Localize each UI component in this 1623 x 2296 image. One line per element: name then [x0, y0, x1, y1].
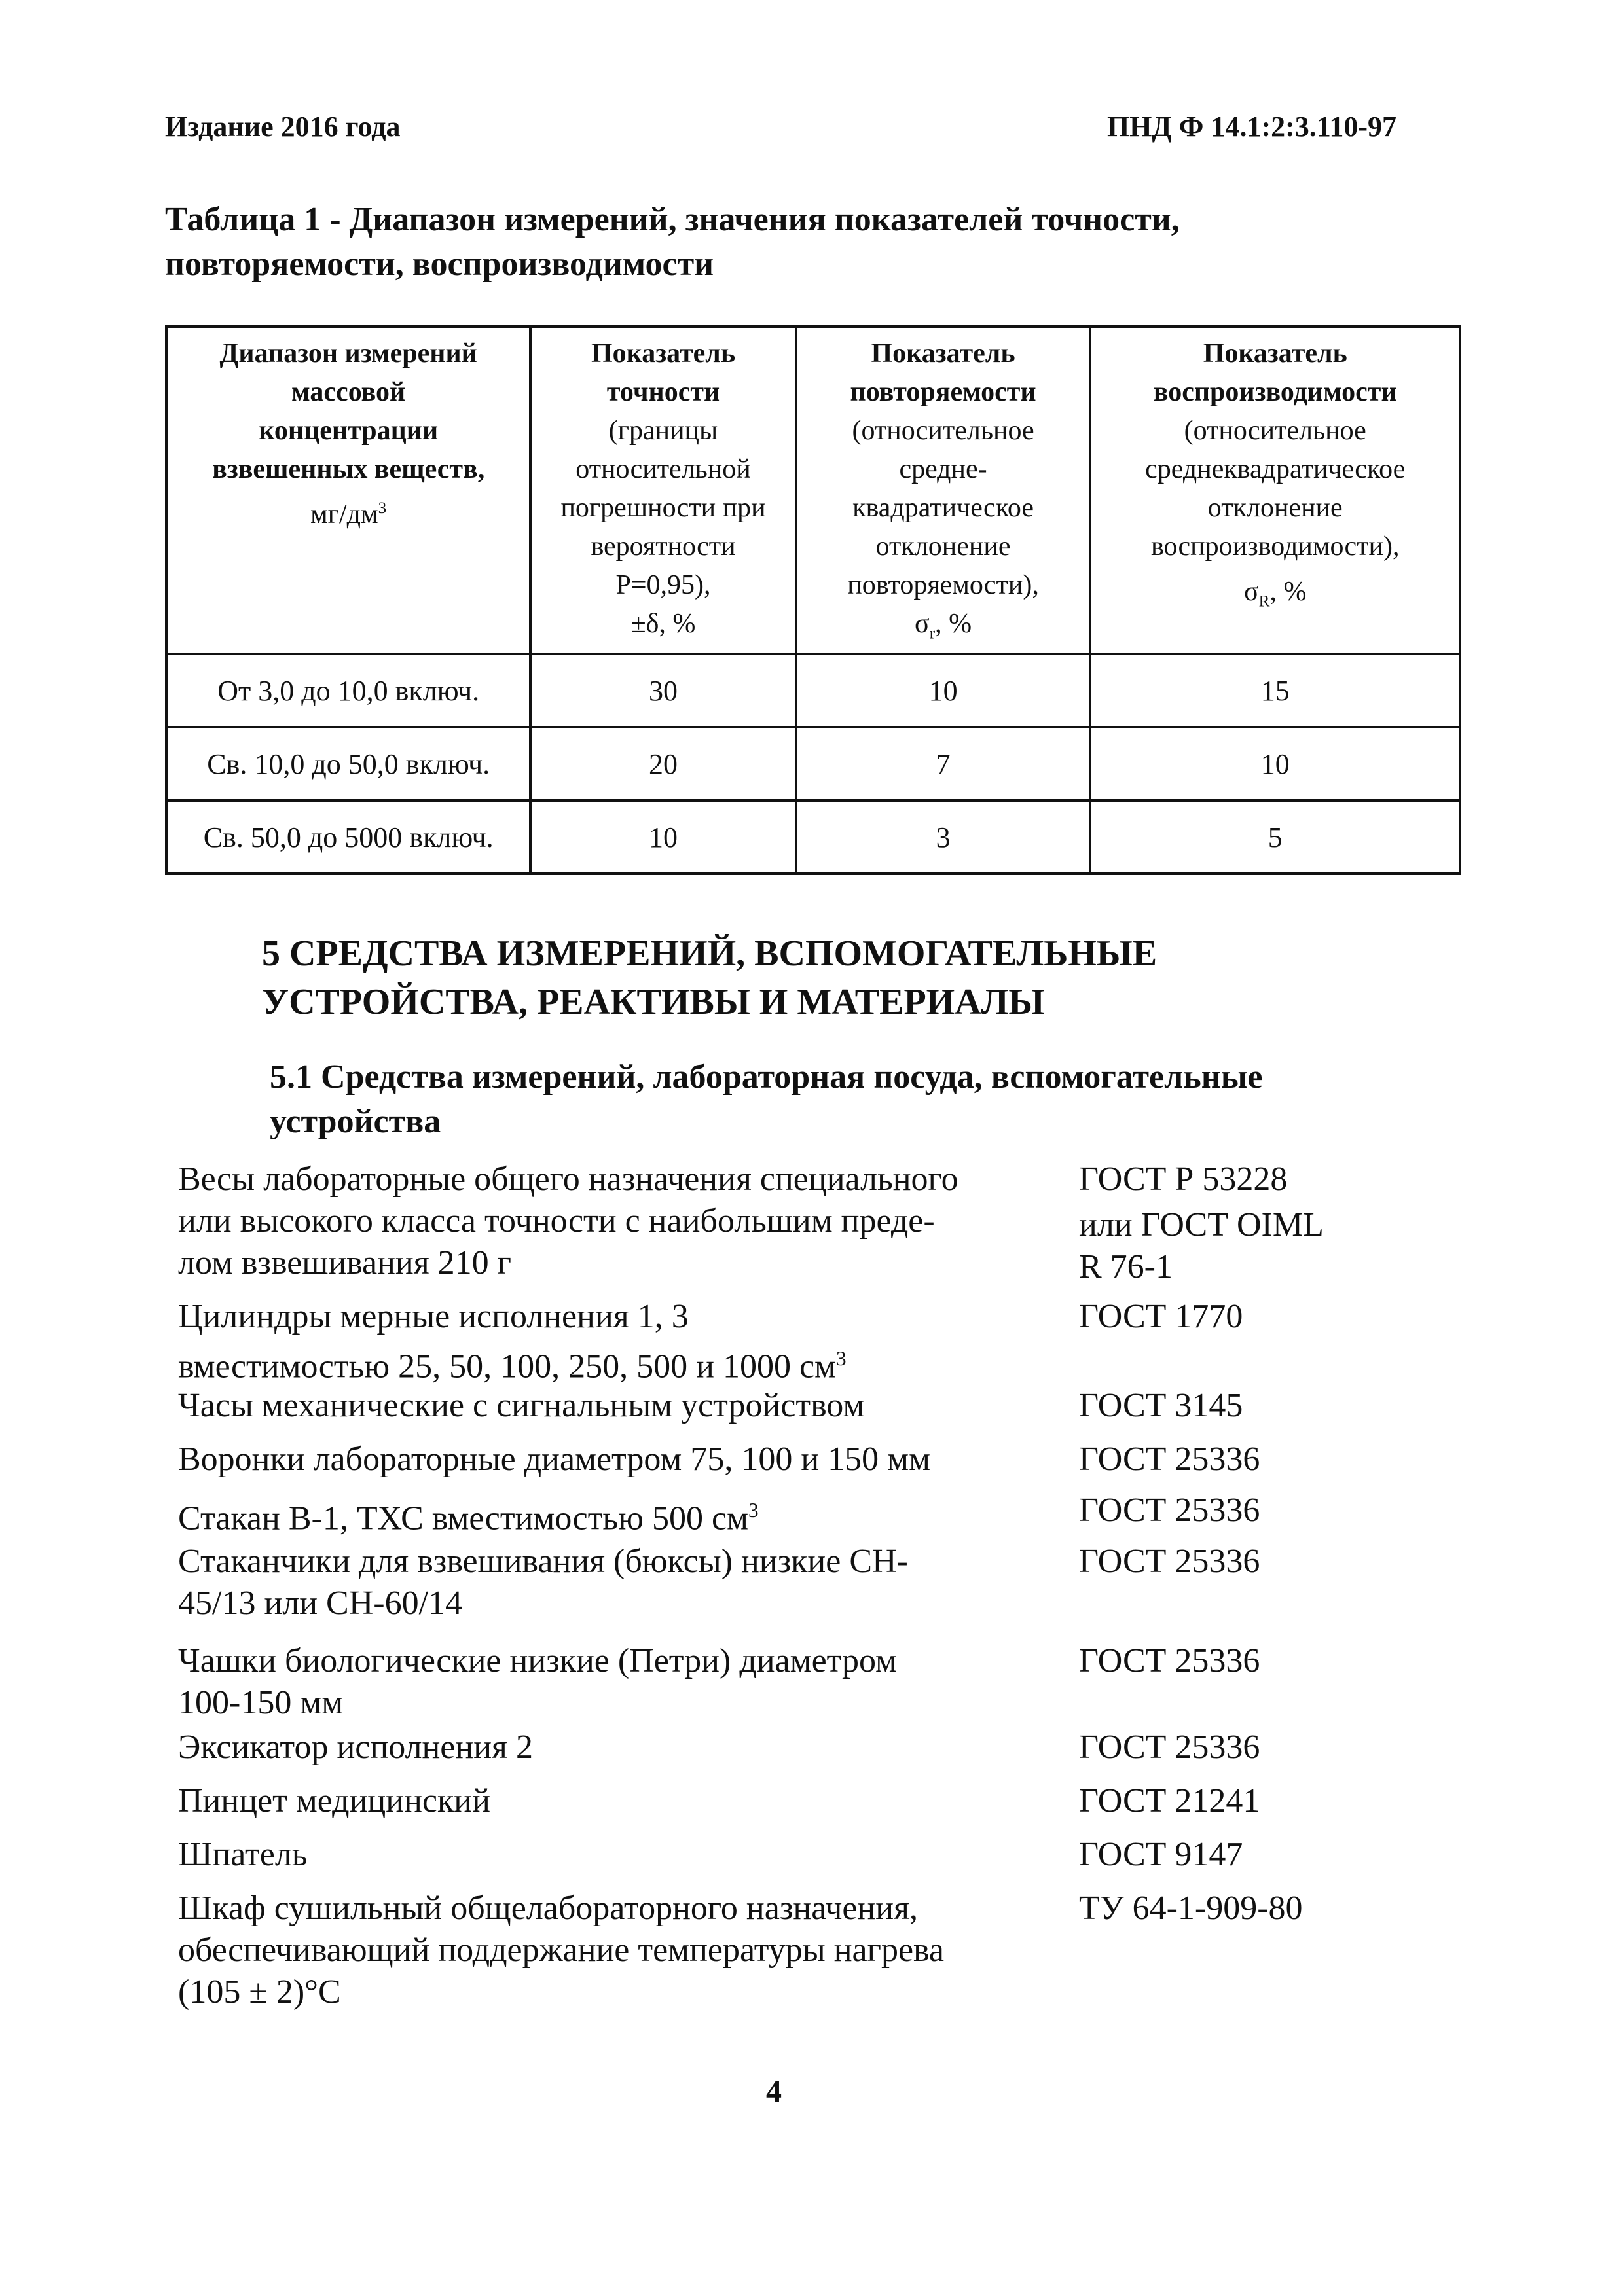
list-item: [178, 1296, 1422, 1385]
equipment-name: Весы лабораторные общего назначения специального или высокого класса точности с наибольшим преде- лом взвешивания 210 г: [178, 1160, 958, 1282]
header-range: Диапазон измерений массовой концентрации взвешенных веществ, $мг/дм^3$: [166, 327, 530, 654]
edition-label: Издание 2016 года: [165, 111, 401, 143]
equipment-standard: ГОСТ 25336: [1079, 1543, 1260, 1580]
cell-range: Св. 10,0 до 50,0 включ.: [166, 727, 530, 800]
section-5-1-heading: 5.1 Средства измерений, лабораторная посуда, вспомогательные устройства: [270, 1058, 1263, 1140]
equipment-standard: ГОСТ Р 53228 или ГОСТ OIML R 76-1: [1079, 1160, 1324, 1285]
equipment-list: [178, 1158, 1422, 2025]
cell-repeatability: 10: [796, 654, 1091, 727]
equipment-name: Эксикатор исполнения 2: [178, 1729, 533, 1766]
accuracy-table: [165, 325, 1461, 875]
cell-range: От 3,0 до 10,0 включ.: [166, 654, 530, 727]
list-item: [178, 1640, 1422, 1727]
cell-repeatability: 7: [796, 727, 1091, 800]
equipment-standard: ГОСТ 25336: [1079, 1642, 1260, 1679]
equipment-name: Воронки лабораторные диаметром 75, 100 и 150 мм: [178, 1441, 930, 1478]
header-repeatability: Показатель повторяемости (относительное средне- квадратическое отклонение повторяемости), $\sigma_r$, %: [796, 327, 1091, 654]
equipment-standard: ГОСТ 25336: [1079, 1729, 1260, 1766]
equipment-standard: ГОСТ 9147: [1079, 1836, 1243, 1873]
page-number: 4: [766, 2074, 782, 2109]
cell-reproducibility: 5: [1090, 800, 1460, 874]
cell-accuracy: 30: [530, 654, 795, 727]
table-header-row: [166, 327, 1460, 654]
cell-reproducibility: 15: [1090, 654, 1460, 727]
equipment-name: Цилиндры мерные исполнения 1, 3 вместимостью 25, 50, 100, 250, 500 и 1000 $см^3$: [178, 1298, 847, 1386]
cell-range: Св. 50,0 до 5000 включ.: [166, 800, 530, 874]
list-item: [178, 1541, 1422, 1640]
list-item: [178, 1834, 1422, 1888]
equipment-name: Шпатель: [178, 1836, 308, 1873]
table-row: [166, 727, 1460, 800]
list-item: [178, 1385, 1422, 1439]
equipment-standard: ГОСТ 21241: [1079, 1782, 1260, 1820]
equipment-name: Стакан В-1, ТХС вместимостью 500 $см^3$: [178, 1499, 759, 1537]
equipment-name: Часы механические с сигнальным устройством: [178, 1387, 865, 1424]
equipment-name: Чашки биологические низкие (Петри) диаметром 100-150 мм: [178, 1642, 897, 1721]
table-row: [166, 800, 1460, 874]
list-item: [178, 1490, 1422, 1541]
header-accuracy: Показатель точности (границы относительной погрешности при вероятности P=0,95), ±δ, %: [530, 327, 795, 654]
table-row: [166, 654, 1460, 727]
list-item: [178, 1780, 1422, 1834]
equipment-standard: ГОСТ 3145: [1079, 1387, 1243, 1424]
cell-accuracy: 10: [530, 800, 795, 874]
list-item: [178, 1439, 1422, 1490]
section-5-heading: 5 СРЕДСТВА ИЗМЕРЕНИЙ, ВСПОМОГАТЕЛЬНЫЕ УСТРОЙСТВА, РЕАКТИВЫ И МАТЕРИАЛЫ: [262, 933, 1158, 1022]
equipment-standard: ТУ 64-1-909-80: [1079, 1890, 1303, 1927]
document-code: ПНД Ф 14.1:2:3.110-97: [1106, 111, 1396, 143]
list-item: [178, 1158, 1422, 1296]
equipment-standard: ГОСТ 1770: [1079, 1298, 1243, 1335]
header-reproducibility: Показатель воспроизводимости (относительное среднеквадратическое отклонение воспроизводимости), $\sigma_R$, %: [1090, 327, 1460, 654]
cell-accuracy: 20: [530, 727, 795, 800]
table-caption: Таблица 1 - Диапазон измерений, значения показателей точности, повторяемости, воспроизводимости: [165, 201, 1180, 283]
equipment-name: Пинцет медицинский: [178, 1782, 490, 1820]
equipment-name: Стаканчики для взвешивания (бюксы) низкие СН- 45/13 или СН-60/14: [178, 1543, 908, 1622]
cell-reproducibility: 10: [1090, 727, 1460, 800]
list-item: [178, 1888, 1422, 2025]
equipment-standard: ГОСТ 25336: [1079, 1441, 1260, 1478]
equipment-name: Шкаф сушильный общелабораторного назначения, обеспечивающий поддержание температуры нагрева (105 ± 2)°С: [178, 1890, 944, 2011]
list-item: [178, 1727, 1422, 1780]
cell-repeatability: 3: [796, 800, 1091, 874]
equipment-standard: ГОСТ 25336: [1079, 1492, 1260, 1529]
